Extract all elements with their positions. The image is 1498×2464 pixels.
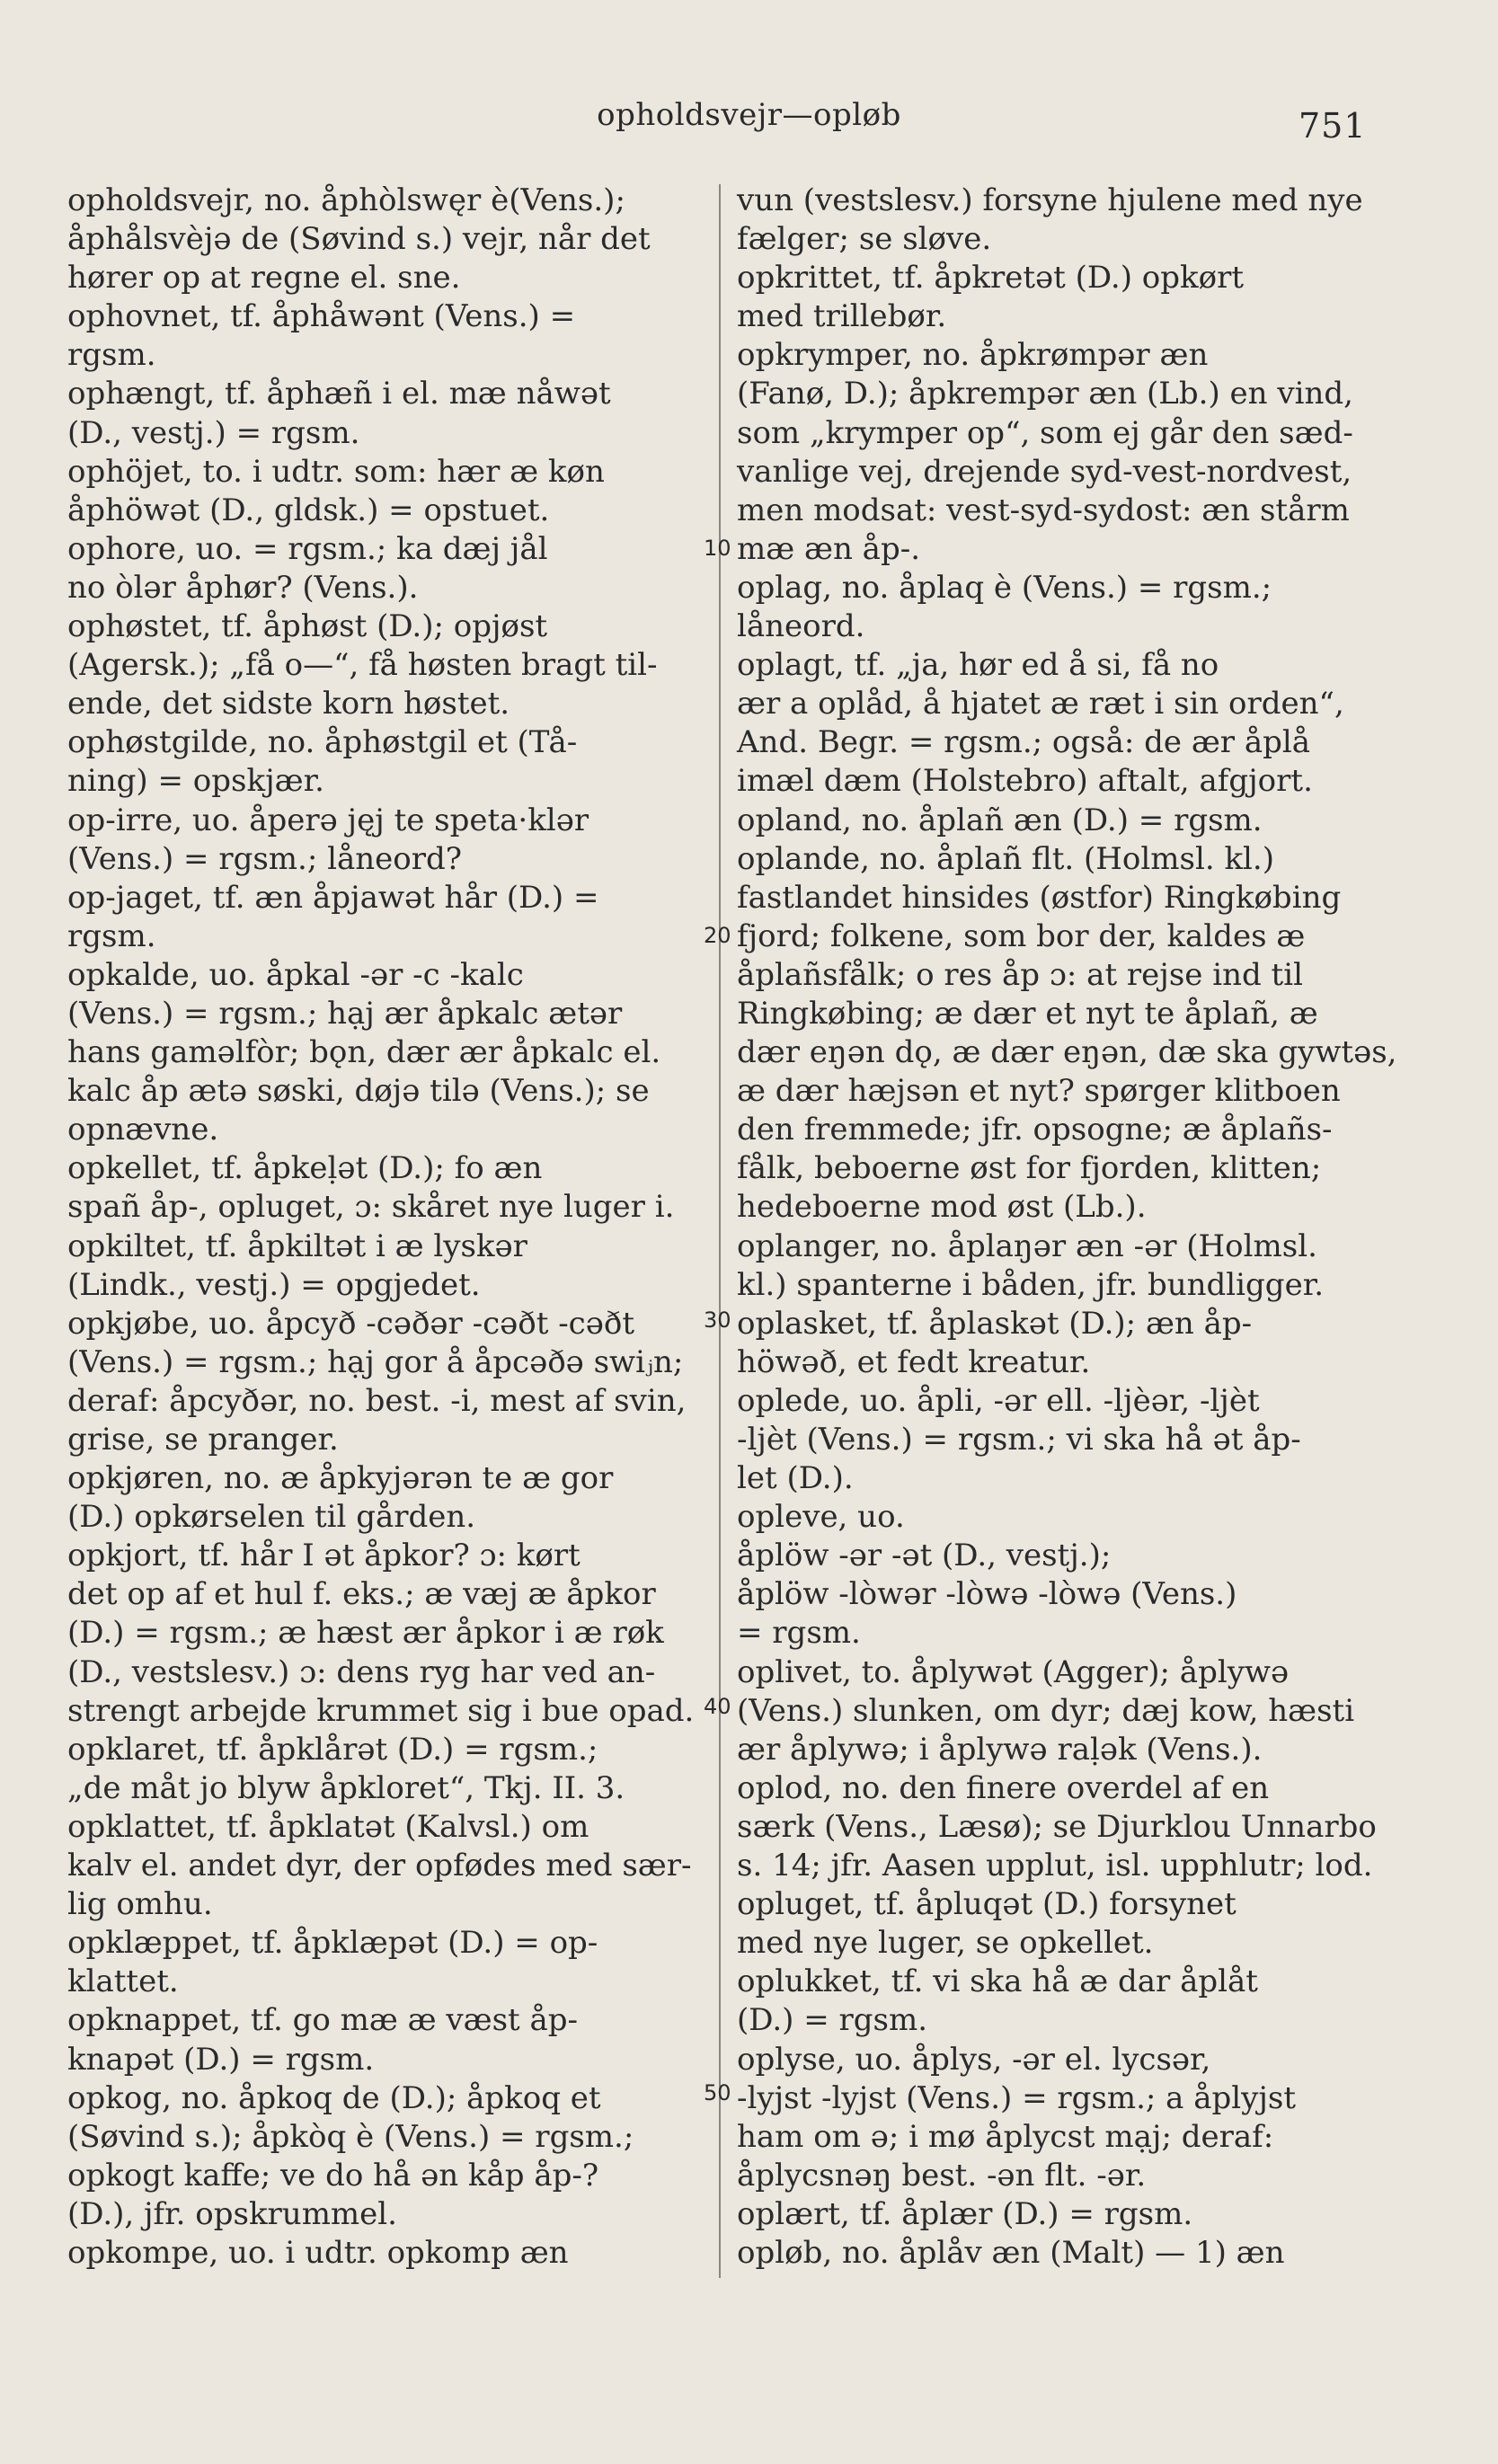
page-number: 751 xyxy=(1299,106,1367,146)
right-column-line: höwəð, et fedt kreatur. xyxy=(737,1343,1091,1380)
left-column-line: grise, se pranger. xyxy=(67,1422,339,1458)
right-column-line: imæl dæm (Holstebro) aftalt, afgjort. xyxy=(737,763,1313,800)
right-column-line: oplod, no. den finere overdel af en xyxy=(737,1769,1270,1806)
left-column xyxy=(67,182,723,2273)
left-column-line: åphöwət (D., gldsk.) = opstuet. xyxy=(67,492,550,528)
right-column-line: fastlandet hinsides (østfor) Ringkøbing xyxy=(737,879,1342,916)
left-column-line: opkogt kaffe; ve do hå ən kåp åp-? xyxy=(67,2157,599,2194)
right-column-line: (D.) = rgsm. xyxy=(737,2002,928,2039)
right-column-line: (Vens.) slunken, om dyr; dæj kow, hæsti xyxy=(737,1692,1355,1729)
right-column-line: let (D.). xyxy=(737,1460,854,1497)
left-column-line: opkompe, uo. i udtr. opkomp æn xyxy=(67,2234,569,2271)
left-column-line: opknappet, tf. go mæ æ væst åp- xyxy=(67,2002,579,2039)
right-column-line: Ringkøbing; æ dær et nyt te åplañ, æ xyxy=(737,995,1318,1032)
right-column-line: æ dær hæjsən et nyt? spørger klitboen xyxy=(737,1073,1341,1110)
right-column-line: som „krymper op“, som ej går den sæd- xyxy=(737,414,1353,451)
right-column-line: åplañsfålk; o res åp ɔ: at rejse ind til xyxy=(737,956,1303,993)
left-column-line: hans gaməlfòr; bǫn, dær ær åpkalc el. xyxy=(67,1034,661,1071)
left-column-line: (D.) = rgsm.; æ hæst ær åpkor i æ røk xyxy=(67,1615,664,1652)
right-column-line: oplande, no. åplañ flt. (Holmsl. kl.) xyxy=(737,840,1274,877)
left-column-line: opklattet, tf. åpklatət (Kalvsl.) om xyxy=(67,1808,589,1845)
left-column-line: knapət (D.) = rgsm. xyxy=(67,2041,375,2078)
right-column-line: -lyjst -lyjst (Vens.) = rgsm.; a åplyjst xyxy=(737,2079,1297,2116)
right-column-line: oplag, no. åplaq è (Vens.) = rgsm.; xyxy=(737,569,1272,606)
left-column-line: op-irre, uo. åperə jęj te speta·klər xyxy=(67,802,589,838)
left-column-line: „de måt jo blyw åpkloret“, Tkj. II. 3. xyxy=(67,1769,625,1806)
left-column-line: opkjort, tf. hår I ət åpkor? ɔ: kørt xyxy=(67,1538,581,1574)
right-column-line: opland, no. åplañ æn (D.) = rgsm. xyxy=(737,802,1263,838)
left-column-line: opnævne. xyxy=(67,1112,219,1148)
right-column-line: opkrittet, tf. åpkretət (D.) opkørt xyxy=(737,260,1245,297)
right-column-line: med trillebør. xyxy=(737,298,947,335)
left-column-line: (Lindk., vestj.) = opgjedet. xyxy=(67,1266,481,1303)
right-column-line: særk (Vens., Læsø); se Djurklou Unnarbo xyxy=(737,1808,1377,1845)
left-column-line: op-jaget, tf. æn åpjawət hår (D.) = xyxy=(67,879,599,916)
running-head: opholdsvejr—opløb xyxy=(597,97,901,133)
left-column-line: ophængt, tf. åphæñ i el. mæ nåwət xyxy=(67,376,611,412)
right-column-line: oplukket, tf. vi ska hå æ dar åplåt xyxy=(737,1963,1258,2000)
right-column-line: vun (vestslesv.) forsyne hjulene med nye xyxy=(737,182,1363,218)
left-column-line: ophovnet, tf. åphåwənt (Vens.) = xyxy=(67,298,576,335)
right-column-line: fålk, beboerne øst for fjorden, klitten; xyxy=(737,1150,1322,1187)
right-column-line: ær åplywə; i åplywə raḷək (Vens.). xyxy=(737,1731,1263,1768)
right-column-line: oplyse, uo. åplys, -ər el. lycsər, xyxy=(737,2041,1211,2078)
left-column-line: ning) = opskjær. xyxy=(67,763,324,800)
left-column-line: (Vens.) = rgsm.; hạj ær åpkalc ætər xyxy=(67,995,623,1032)
right-column-line: ham om ə; i mø åplycst mạj; deraf: xyxy=(737,2118,1274,2155)
right-column-line: oplede, uo. åpli, -ər ell. -ljèər, -ljèt xyxy=(737,1382,1260,1419)
right-column-line: (Fanø, D.); åpkrempər æn (Lb.) en vind, xyxy=(737,376,1353,412)
right-column-line: oplivet, to. åplywət (Agger); åplywə xyxy=(737,1653,1290,1690)
right-column-line: åplöw -ər -ət (D., vestj.); xyxy=(737,1538,1112,1574)
left-column-line: hører op at regne el. sne. xyxy=(67,260,461,297)
right-column-line: hedeboerne mod øst (Lb.). xyxy=(737,1189,1147,1226)
left-column-line: opkjøbe, uo. åpcyð -cəðər -cəðt -cəðt xyxy=(67,1305,634,1342)
right-column-line: opkrymper, no. åpkrømpər æn xyxy=(737,337,1209,374)
right-column-line: med nye luger, se opkellet. xyxy=(737,1925,1154,1962)
left-column-line: (D., vestslesv.) ɔ: dens ryg har ved an- xyxy=(67,1653,656,1690)
left-column-line: åphålsvèjə de (Søvind s.) vejr, når det xyxy=(67,221,651,258)
right-column-line: åplycsnəŋ best. -ən flt. -ər. xyxy=(737,2157,1147,2194)
left-column-line: lig omhu. xyxy=(67,1886,213,1923)
left-column-line: (D.) opkørselen til gården. xyxy=(67,1499,476,1536)
left-column-line: kalc åp ætə søski, døjə tilə (Vens.); se xyxy=(67,1073,650,1110)
right-column-line: oplagt, tf. „ja, hør ed å si, få no xyxy=(737,647,1219,684)
right-column-line: And. Begr. = rgsm.; også: de ær åplå xyxy=(737,724,1311,761)
right-column-line: låneord. xyxy=(737,608,865,645)
right-column-line: oplært, tf. åplær (D.) = rgsm. xyxy=(737,2195,1193,2232)
right-column-line: fælger; se sløve. xyxy=(737,221,992,258)
right-column-line: = rgsm. xyxy=(737,1615,861,1652)
right-column-line: oplasket, tf. åplaskət (D.); æn åp- xyxy=(737,1305,1253,1342)
right-column-line: mæ æn åp-. xyxy=(737,530,920,567)
right-column-line: ær a oplåd, å hjatet æ ræt i sin orden“, xyxy=(737,686,1344,722)
left-column-line: (Søvind s.); åpkòq è (Vens.) = rgsm.; xyxy=(67,2118,634,2155)
left-column-line: opklaret, tf. åpklårət (D.) = rgsm.; xyxy=(67,1731,598,1768)
left-column-line: rgsm. xyxy=(67,337,156,374)
right-column-line: men modsat: vest-syd-sydost: æn stårm xyxy=(737,492,1350,528)
right-column-line: dær eŋən dǫ, æ dær eŋən, dæ ska gywtəs, xyxy=(737,1034,1397,1071)
right-column-line: åplöw -lòwər -lòwə -lòwə (Vens.) xyxy=(737,1576,1237,1613)
right-column-line: oplanger, no. åplaŋər æn -ər (Holmsl. xyxy=(737,1228,1317,1264)
left-column-line: (Vens.) = rgsm.; hạj gor å åpcəðə swiⱼn; xyxy=(67,1343,684,1380)
left-column-line: (D., vestj.) = rgsm. xyxy=(67,414,360,451)
left-column-line: spañ åp-, opluget, ɔ: skåret nye luger i. xyxy=(67,1189,675,1226)
line-number-50: 50 xyxy=(704,2080,731,2105)
left-column-line: (Vens.) = rgsm.; låneord? xyxy=(67,840,462,877)
line-number-20: 20 xyxy=(704,923,731,948)
left-column-line: det op af et hul f. eks.; æ væj æ åpkor xyxy=(67,1576,656,1613)
right-column-line: opluget, tf. åpluqət (D.) forsynet xyxy=(737,1886,1237,1923)
left-column-line: (Agersk.); „få o—“, få høsten bragt til- xyxy=(67,647,658,684)
line-number-40: 40 xyxy=(704,1694,731,1719)
left-column-line: opklæppet, tf. åpklæpət (D.) = op- xyxy=(67,1925,598,1962)
right-column-line: fjord; folkene, som bor der, kaldes æ xyxy=(737,917,1306,954)
left-column-line: opkellet, tf. åpkeḷət (D.); fo æn xyxy=(67,1150,543,1187)
left-column-line: klattet. xyxy=(67,1963,179,2000)
left-column-line: opkalde, uo. åpkal -ər -c -kalc xyxy=(67,956,524,993)
right-column-line: opløb, no. åplåv æn (Malt) — 1) æn xyxy=(737,2234,1285,2271)
right-column-line: kl.) spanterne i båden, jfr. bundligger. xyxy=(737,1266,1325,1303)
line-number-30: 30 xyxy=(704,1307,731,1333)
line-number-10: 10 xyxy=(704,536,731,561)
left-column-line: no òlər åphør? (Vens.). xyxy=(67,569,419,606)
left-column-line: opholdsvejr, no. åphòlswęr è(Vens.); xyxy=(67,182,625,218)
right-column xyxy=(737,182,1397,2273)
left-column-line: deraf: åpcyðər, no. best. -i, mest af svin, xyxy=(67,1382,687,1419)
left-column-line: strengt arbejde krummet sig i bue opad. xyxy=(67,1692,695,1729)
left-column-line: opkiltet, tf. åpkiltət i æ lyskər xyxy=(67,1228,527,1264)
left-column-line: opkog, no. åpkoq de (D.); åpkoq et xyxy=(67,2079,601,2116)
left-column-line: opkjøren, no. æ åpkyjərən te æ gor xyxy=(67,1460,614,1497)
right-column-line: s. 14; jfr. Aasen upplut, isl. upphlutr; lod. xyxy=(737,1848,1373,1884)
left-column-line: (D.), jfr. opskrummel. xyxy=(67,2195,397,2232)
left-column-line: ophøstgilde, no. åphøstgil et (Tå- xyxy=(67,724,578,761)
right-column-line: den fremmede; jfr. opsogne; æ åplañs- xyxy=(737,1112,1333,1148)
left-column-line: ophøstet, tf. åphøst (D.); opjøst xyxy=(67,608,548,645)
right-column-line: opleve, uo. xyxy=(737,1499,905,1536)
right-column-line: -ljèt (Vens.) = rgsm.; vi ska hå ət åp- xyxy=(737,1422,1301,1458)
left-column-line: kalv el. andet dyr, der opfødes med sær- xyxy=(67,1848,692,1884)
left-column-line: ophore, uo. = rgsm.; ka dæj jål xyxy=(67,530,548,567)
left-column-line: ende, det sidste korn høstet. xyxy=(67,686,510,722)
right-column-line: vanlige vej, drejende syd-vest-nordvest, xyxy=(737,453,1352,490)
left-column-line: rgsm. xyxy=(67,917,156,954)
left-column-line: ophöjet, to. i udtr. som: hær æ køn xyxy=(67,453,605,490)
